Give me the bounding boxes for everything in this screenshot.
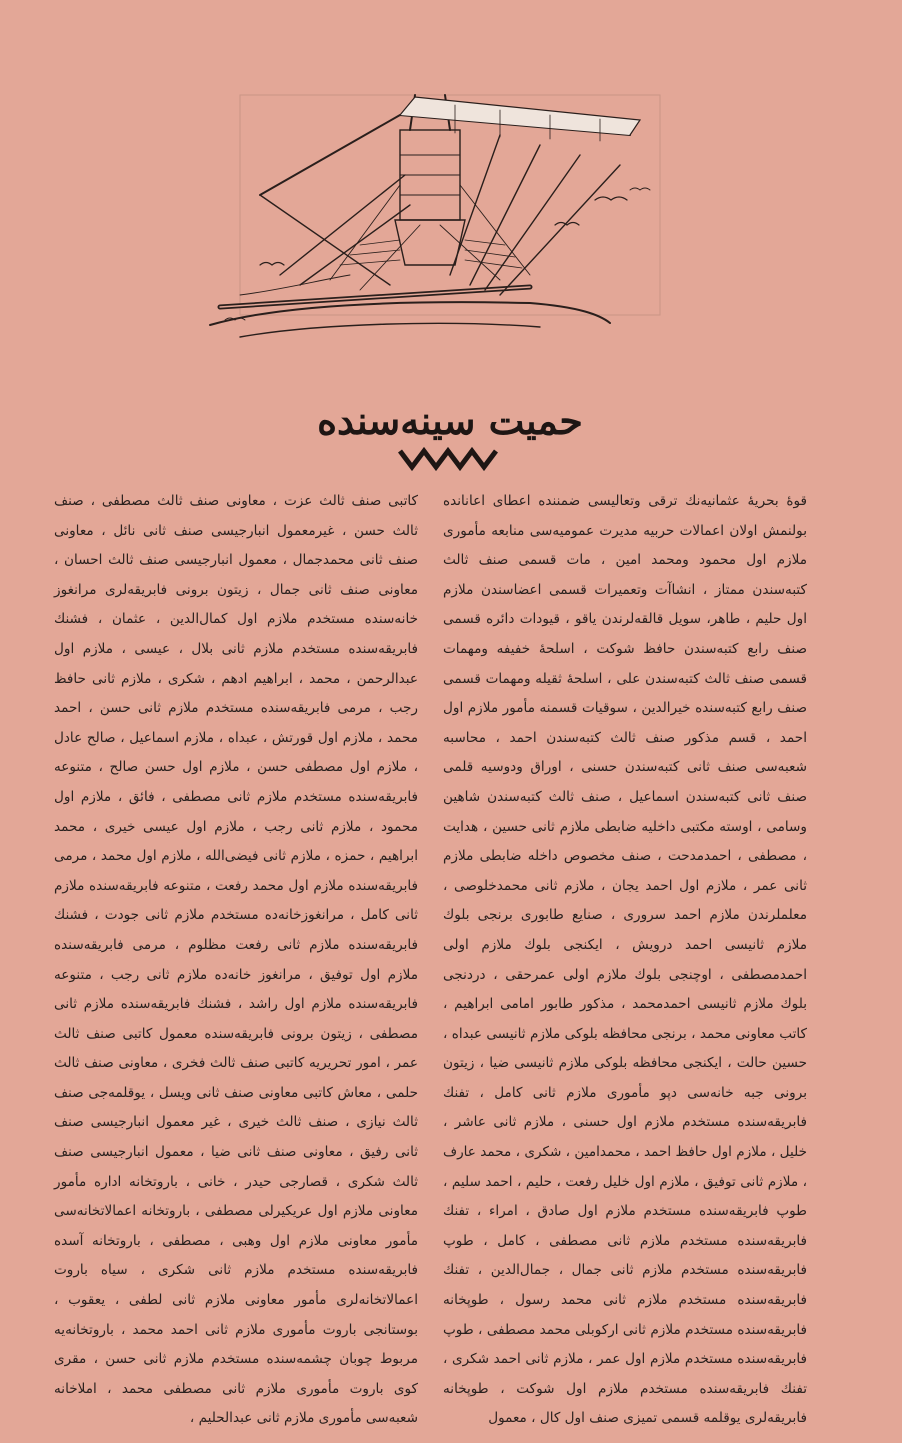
article-title: حمیت سینه‌سنده <box>317 398 583 443</box>
ship-illustration <box>200 75 700 405</box>
text-column-left <box>54 487 418 1427</box>
column-right-text: قوهٔ بحریهٔ عثمانیه‌نك ترقی وتعالیسی ضمننده اعطای اعانانده بولنمش اولان اعمالات حربیه مدیرت عمومیه‌سی منابعه مأموری ملازم اول محمود ومحمد امین ، مات قسمی صنف ثالث كتبه‌سندن ممتاز ، انشاآت وتعمیرات قسمی اعضاسندن ملازم اول حلیم ، طاهر، سویل قالقه‌لرندن یاقو ، قیودات دائره قسمی صنف رابع كتبه‌سندن حافظ شوكت ، اسلحهٔ خفیفه ومهمات قسمی صنف ثالث كتبه‌سندن علی ، اسلحهٔ ثقیله ومهمات قسمی صنف رابع كتبه‌سنده خیرالدین ، سوقیات قسمنه مأمور ملازم اول احمد ، قسم مذكور صنف ثالث كتبه‌سندن احمد ، محاسبه شعبه‌سی صنف ثانی كتبه‌سندن حسنی ، اوراق ودوسیه قلمی صنف ثانی كتبه‌سندن اسماعیل ، صنف ثالث كتبه‌سندن شاهین وسامی ، اوسته مكتبی داخلیه ضابطی ملازم ثانی حسین ، هدایت ، مصطفی ، احمدمدحت ، صنف مخصوص داخله ضابطی ملازم ثانی عمر ، ملازم اول احمد یجان ، ملازم ثانی محمدخلوصی ، معلملرندن ملازم احمد سروری ، صنایع طابوری برنجی بلوك ملازم ثانیسی احمد درویش ، ایكنجی بلوك ملازم اولی احمدمصطفی ، اوچنجی بلوك ملازم اولی عمرحقی ، دردنجی بلوك ملازم ثانیسی احمدمحمد ، مذكور طابور امامی ابراهیم ، كاتب معاونی محمد ، برنجی محافظه بلوكی ملازم ثانیسی عبداه ، حسین حالت ، ایكنجی محافظه بلوكی ملازم ثانیسی ضیا ، زیتون برونی جبه خانه‌سی دپو مأموری ملازم ثانی كامل ، تفنك فابریقه‌سنده مستخدم ملازم اول حسنی ، ملازم ثانی عاشر ، خلیل ، ملازم اول حافظ احمد ، محمدامین ، شكری ، محمد عارف ، ملازم ثانی توفیق ، ملازم اول خلیل رفعت ، حلیم ، احمد سلیم ، طوپ فابریقه‌سنده مستخدم ملازم اول صادق ، امراء ، تفنك فابریقه‌سنده مستخدم ملازم ثانی مصطفی ، كامل ، طوپ فابریقه‌سنده مستخدم ملازم ثانی جمال ، جمال‌الدین ، تفنك فابریقه‌سنده مستخدم ملازم ثانی محمد رسول ، طوپخانه فابریقه‌سنده مستخدم ملازم ثانی اركوبلی محمد مصطفی ، طوپ فابریقه‌سنده مستخدم ملازم اول عمر ، ملازم ثانی احمد شكری ، تفنك فابریقه‌سنده مستخدم ملازم اول شوكت ، طوپخانه فابریقه‌لری یوقلمه قسمی تمیزی صنف اول كال ، معمول <box>443 493 807 1427</box>
text-column-right <box>443 487 807 1427</box>
column-left-text: كاتبی صنف ثالث عزت ، معاونی صنف ثالث مصطفی ، صنف ثالث حسن ، غیرمعمول انبارجیسی صنف ثانی نائل ، معاونی صنف ثانی محمدجمال ، معمول انبارجیسی صنف ثالث احسان ، معاونی صنف ثانی جمال ، زیتون برونی فابریقه‌لری مرانغوز خانه‌سنده مستخدم ملازم اول كمال‌الدین ، عثمان ، فشنك فابریقه‌سنده مستخدم ملازم ثانی بلال ، عیسی ، ملازم اول عبدالرحمن ، محمد ، ابراهیم ادهم ، شكری ، ملازم ثانی حافظ رجب ، مرمی فابریقه‌سنده مستخدم ملازم ثانی حسن ، احمد محمد ، ملازم اول قورتش ، عبداه ، ملازم اسماعیل ، صالح عادل ، ملازم اول مصطفی حسن ، ملازم اول حسن صالح ، متنوعه فابریقه‌سنده مستخدم ملازم ثانی مصطفی ، فائق ، ملازم اول محمود ، ملازم ثانی رجب ، ملازم اول عیسی خیری ، محمد ابراهیم ، حمزه ، ملازم ثانی فیضی‌الله ، ملازم اول محمد ، مرمی فابریقه‌سنده ملازم اول محمد رفعت ، متنوعه فابریقه‌سنده ملازم ثانی كامل ، مرانغوزخانه‌ده مستخدم ملازم ثانی جودت ، فشنك فابریقه‌سنده ملازم ثانی رفعت مظلوم ، مرمی فابریقه‌سنده ملازم اول توفیق ، مرانغوز خانه‌ده ملازم ثانی رجب ، متنوعه فابریقه‌سنده ملازم اول راشد ، فشنك فابریقه‌سنده ملازم ثانی مصطفی ، زیتون برونی فابریقه‌سنده معمول كاتبی صنف ثالث عمر ، امور تحریریه كاتبی صنف ثالث فخری ، معاونی صنف ثالث حلمی ، معاش كاتبی معاونی صنف ثانی ویسل ، یوقلمه‌جی صنف ثالث نیازی ، صنف ثالث خیری ، غیر معمول انبارجیسی صنف ثانی رفیق ، معاونی صنف ثانی ضیا ، معمول انبارجیسی صنف ثالث شكری ، قصارجی حیدر ، خانی ، باروتخانه اداره مأمور معاونی ملازم اول عریكیرلی مصطفی ، باروتخانه اعمالاتخانه‌سی مأمور معاونی ملازم اول وهبی ، مصطفی ، باروتخانه آسده فابریقه‌سنده مستخدم ملازم ثانی شكری ، سیاه باروت اعمالاتخانه‌لری مأمور معاونی ملازم ثانی لطفی ، یعقوب ، بوستانجی باروت مأموری ملازم ثانی احمد محمد ، باروتخانه‌یه مربوط چوبان چشمه‌سنده مستخدم ملازم ثانی حسن ، مقری كوی باروت مأموری ملازم ثانی مصطفی محمد ، املاخانه شعبه‌سی مأموری ملازم ثانی عبدالحلیم ، <box>54 493 418 1427</box>
zigzag-ornament-icon <box>398 445 504 473</box>
